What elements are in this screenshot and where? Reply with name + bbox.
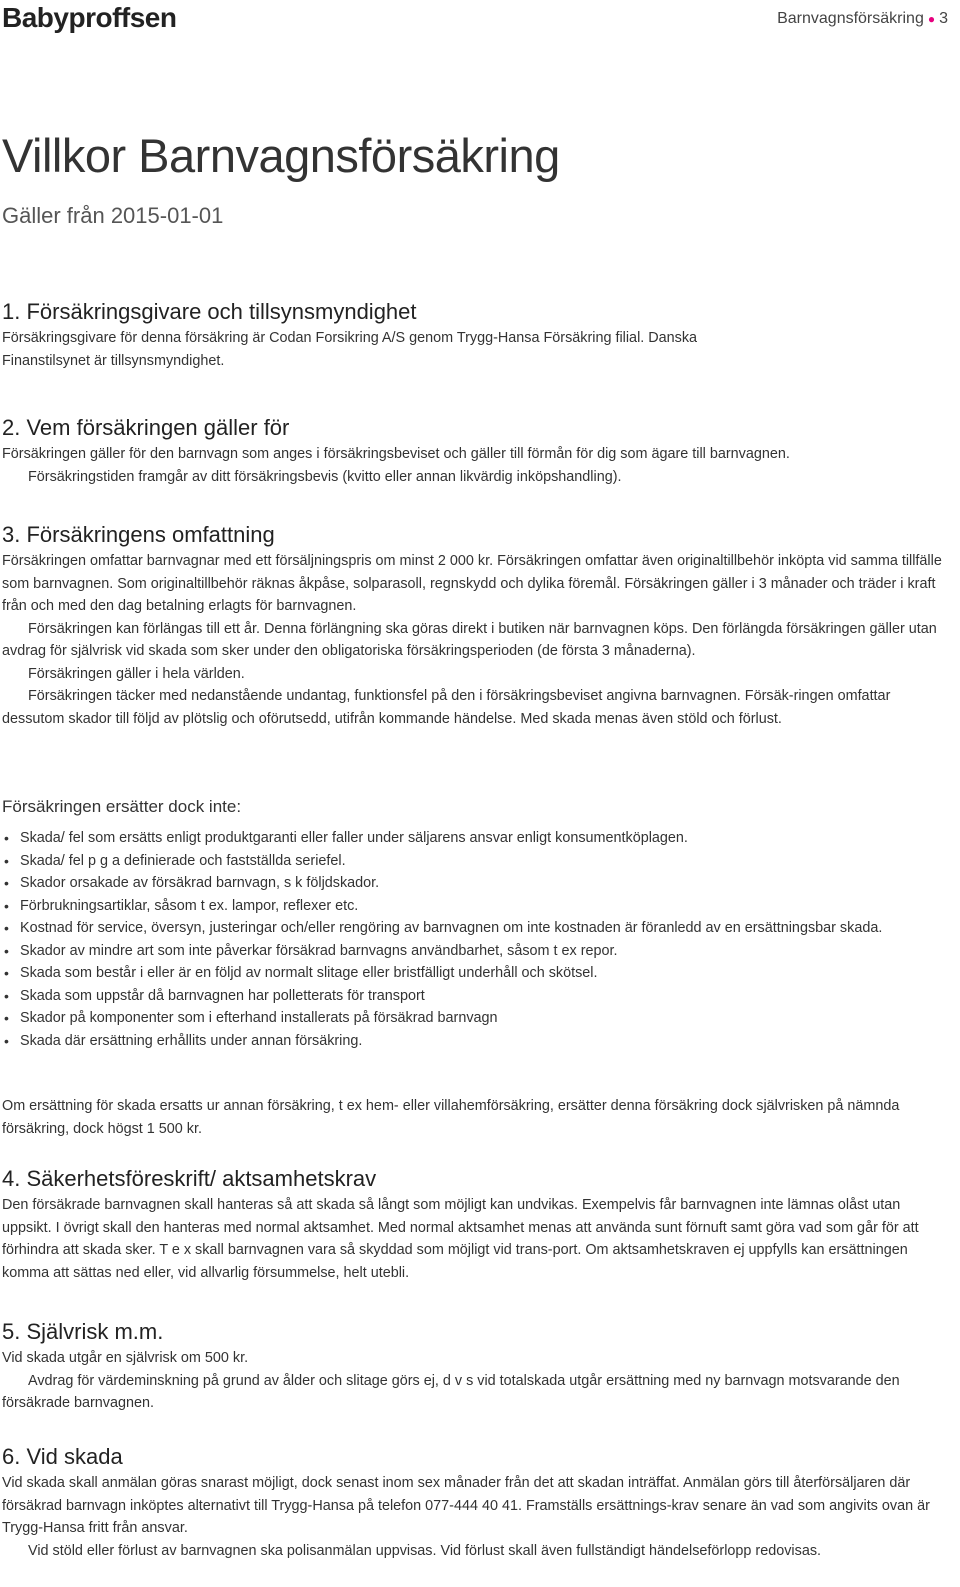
- separator-icon: ●: [927, 12, 936, 26]
- section-6: [2, 1442, 950, 1562]
- bullet-icon: •: [4, 942, 9, 959]
- brand-logo: Babyproffsen: [2, 2, 177, 33]
- bullet-icon: •: [4, 1010, 9, 1026]
- section-5-heading: 5. Självrisk m.m.: [2, 1319, 164, 1344]
- running-header: [777, 10, 948, 28]
- list-item: • Kostnad för service, översyn, justeringar och/eller rengöring av barnvagnen om inte kostnaden är föranledd av en ersättningsbar skada.: [2, 917, 950, 940]
- section-3-paragraph-3: Försäkringen gäller i hela världen.: [28, 665, 245, 682]
- page-header: [0, 0, 960, 40]
- list-item: • Skador av mindre art som inte påverkar försäkrad barnvagns användbarhet, såsom t ex repor.: [2, 940, 950, 963]
- section-5-paragraph-2: Avdrag för värdeminskning på grund av ålder och slitage görs ej, d v s vid totalskada utgår ersättning med ny barnvagn motsvarande den försäkrade barnvagnen.: [2, 1372, 900, 1411]
- section-6-paragraph-2: Vid stöld eller förlust av barnvagnen ska polisanmälan uppvisas. Vid förlust skall även fullständigt händelseförlopp redovisas.: [28, 1542, 822, 1559]
- section-3-paragraph-2: Försäkringen kan förlängas till ett år. Denna förlängning ska göras direkt i butiken när barnvagnen köps. Den förlängda försäkringen gäller utan avdrag för självrisk vid skada som sker under den obligatoriska försäkringsperioden (de första 3 månaderna).: [2, 620, 937, 659]
- exclusions-heading: Försäkringen ersätter dock inte:: [2, 797, 242, 816]
- section-3-paragraph-4: Försäkringen täcker med nedanstående undantag, funktionsfel på den i försäkringsbeviset angivna barnvagnen. Försäk-ringen omfattar dessutom skador till följd av plötslig och oförutsedd, utifrån kommande händelse. Med skada menas även stöld och förlust.: [2, 688, 891, 727]
- bullet-icon: •: [4, 920, 9, 936]
- section-2-paragraph-2: Försäkringstiden framgår av ditt försäkringsbevis (kvitto eller annan likvärdig inköpshandling).: [28, 468, 622, 485]
- section-2: [2, 413, 950, 488]
- bullet-icon: •: [4, 987, 9, 1004]
- exclusions: [2, 795, 950, 1052]
- section-4: [2, 1164, 950, 1284]
- list-item: • Skada/ fel p g a definierade och fastställda seriefel.: [2, 850, 950, 873]
- list-item: • Förbrukningsartiklar, såsom t ex. lampor, reflexer etc.: [2, 895, 950, 918]
- list-item: • Skador orsakade av försäkrad barnvagn, s k följdskador.: [2, 872, 950, 895]
- bullet-icon: •: [4, 875, 9, 891]
- document-title: Villkor Barnvagnsförsäkring: [2, 129, 560, 182]
- list-item: • Skada som uppstår då barnvagnen har polletterats för transport: [2, 985, 950, 1008]
- list-item: • Skada/ fel som ersätts enligt produktgaranti eller faller under säljarens ansvar enligt konsumentköplagen.: [2, 827, 950, 850]
- document-subtitle: Gäller från 2015-01-01: [2, 203, 224, 228]
- bullet-icon: •: [4, 965, 9, 981]
- section-3-heading: 3. Försäkringens omfattning: [2, 522, 275, 547]
- section-6-paragraph-1: Vid skada skall anmälan göras snarast möjligt, dock senast inom sex månader från det att skadan inträffat. Anmälan görs till återförsäljaren där försäkrad barnvagn inköptes alternativt till Trygg-Hansa på telefon 077-444 40 41. Framställs ersättnings-krav senare än vad som angivits ovan är Trygg-Hansa fritt från ansvar.: [2, 1475, 930, 1536]
- exclusions-list: [2, 827, 950, 1052]
- section-1-heading: 1. Försäkringsgivare och tillsynsmyndighet: [2, 299, 417, 324]
- list-item: • Skador på komponenter som i efterhand installerats på försäkrad barnvagn: [2, 1007, 950, 1030]
- section-4-heading: 4. Säkerhetsföreskrift/ aktsamhetskrav: [2, 1166, 377, 1191]
- section-2-heading: 2. Vem försäkringen gäller för: [2, 415, 290, 440]
- running-title: Barnvagnsförsäkring: [777, 10, 924, 27]
- section-3-paragraph-1: Försäkringen omfattar barnvagnar med ett försäljningspris om minst 2 000 kr. Försäkringen omfattar även originaltillbehör inköpta vid samma tillfälle som barnvagnen. Som originaltillbehör räknas åkpåse, solparasoll, regnskydd och dylika föremål. Försäkringen gäller i 3 månader och träder i kraft från och med den dag betalning erlagts för barnvagnen.: [2, 553, 942, 614]
- section-1: [2, 297, 950, 372]
- bullet-icon: •: [4, 1032, 9, 1049]
- section-3: [2, 520, 950, 730]
- section-2-paragraph-1: Försäkringen gäller för den barnvagn som anges i försäkringsbeviset och gäller till förmån för dig som ägare till barnvagnen.: [2, 446, 790, 462]
- page-number: 3: [939, 10, 948, 27]
- bullet-icon: •: [4, 897, 9, 914]
- list-item: • Skada som består i eller är en följd av normalt slitage eller bristfälligt underhåll och skötsel.: [2, 962, 950, 985]
- section-4-paragraph: Den försäkrade barnvagnen skall hanteras så att skada så långt som möjligt kan undvikas. Exempelvis får barnvagnen inte lämnas olåst utan uppsikt. I övrigt skall den hanteras med normal aktsamhet. Med normal aktsamhet menas att använda sunt förnuft samt göra vad som går för att förhindra att skada sker. T e x skall barnvagnen vara så skyddad som möjligt vid trans-port. Om aktsamhetskraven ej uppfylls kan ersättningen komma att sättas ned eller, vid allvarlig försummelse, helt utebli.: [2, 1197, 919, 1281]
- section-5-paragraph-1: Vid skada utgår en självrisk om 500 kr.: [2, 1350, 249, 1366]
- section-3-paragraph-5: Om ersättning för skada ersatts ur annan försäkring, t ex hem- eller villahemförsäkring, ersätter denna försäkring dock självrisken på nämnda försäkring, dock högst 1 500 kr.: [2, 1098, 900, 1137]
- list-item: • Skada där ersättning erhållits under annan försäkring.: [2, 1030, 950, 1053]
- bullet-icon: •: [4, 852, 9, 869]
- section-5: [2, 1317, 950, 1415]
- section-3-final: [2, 1095, 950, 1140]
- section-1-paragraph: Försäkringsgivare för denna försäkring är Codan Forsikring A/S genom Trygg-Hansa Försäkring filial. Danska Finanstilsynet är tillsynsmyndighet.: [2, 330, 698, 369]
- bullet-icon: •: [4, 830, 9, 846]
- section-6-heading: 6. Vid skada: [2, 1444, 123, 1469]
